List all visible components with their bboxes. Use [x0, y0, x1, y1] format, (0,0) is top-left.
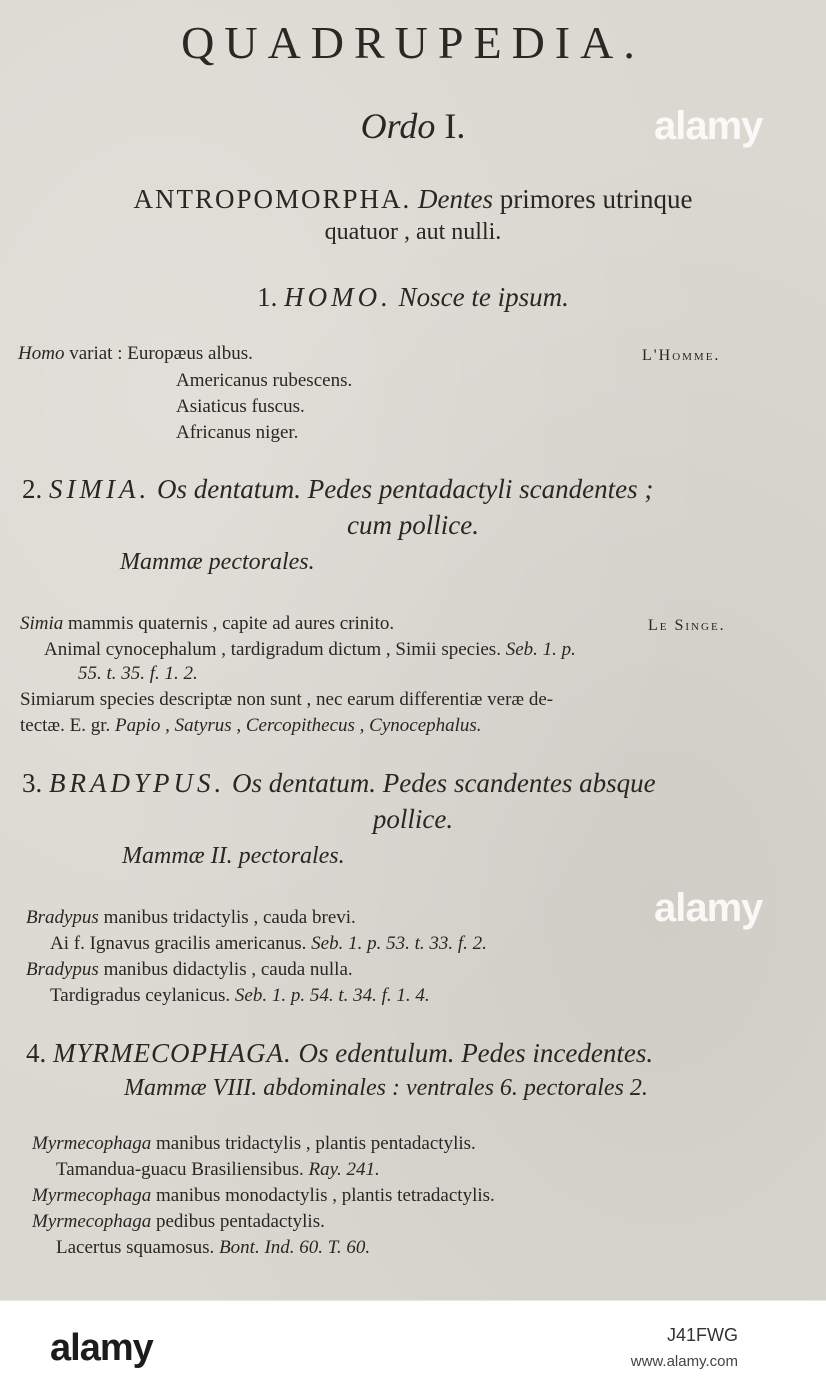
species-text: manibus tridactylis , plantis pentadactylis.	[156, 1133, 476, 1154]
species-line: Simiarum species descriptæ non sunt , nec earum differentiæ veræ de-	[20, 689, 554, 710]
order-desc-italic: Dentes	[418, 184, 494, 214]
species-line	[50, 934, 487, 953]
species-text: Ai f. Ignavus gracilis americanus.	[50, 933, 307, 954]
species-text: Lacertus squamosus.	[56, 1237, 215, 1258]
genus-name: MYRMECOPHAGA.	[53, 1038, 292, 1068]
genus-description-line2: cum pollice.	[347, 510, 479, 540]
species-line	[26, 908, 356, 927]
species-line	[32, 1186, 495, 1205]
genus-motto: Nosce te ipsum.	[398, 282, 569, 312]
footer-url: www.alamy.com	[630, 1353, 738, 1370]
mammae-note: Mammæ VIII. abdominales : ventrales 6. pectorales 2.	[124, 1075, 648, 1101]
reference: Seb. 1. p. 53. t. 33. f. 2.	[311, 933, 487, 954]
species-text: pedibus pentadactylis.	[156, 1211, 325, 1232]
species-text: tectæ. E. gr.	[20, 715, 111, 736]
species-text: mammis quaternis , capite ad aures crinito.	[68, 613, 395, 634]
species-text: manibus didactylis , cauda nulla.	[103, 959, 353, 980]
ordo-number: I.	[444, 106, 466, 146]
species-names: Papio , Satyrus , Cercopithecus , Cynocephalus.	[114, 715, 482, 736]
reference: Bont. Ind. 60. T. 60.	[219, 1237, 371, 1258]
watermark-logo: alamy	[654, 886, 763, 930]
genus-description-line2: pollice.	[372, 804, 454, 834]
footer-logo: alamy	[50, 1327, 153, 1369]
species-genus: Myrmecophaga	[32, 1211, 152, 1232]
genus-description: Os edentulum. Pedes incedentes.	[298, 1038, 654, 1068]
watermark-logo: alamy	[654, 104, 763, 148]
order-description	[0, 186, 826, 213]
species-line	[26, 960, 353, 979]
species-genus: Myrmecophaga	[32, 1133, 152, 1154]
species-genus: Homo	[18, 343, 65, 364]
reference: Ray. 241.	[308, 1159, 380, 1180]
genus-number: 1.	[257, 282, 278, 312]
species-line	[56, 1160, 380, 1179]
species-text: Tamandua-guacu Brasiliensibus.	[56, 1159, 304, 1180]
species-genus: Simia	[20, 613, 64, 634]
stock-footer	[0, 1300, 826, 1391]
vernacular-name: Le Singe.	[648, 617, 726, 634]
genus-description: Os dentatum. Pedes pentadactyli scandentes ;	[156, 474, 654, 504]
genus-name: BRADYPUS.	[49, 768, 226, 798]
species-text: manibus tridactylis , cauda brevi.	[103, 907, 356, 928]
genus-description: Os dentatum. Pedes scandentes absque	[231, 768, 656, 798]
species-line	[20, 614, 394, 633]
genus-heading-simia	[22, 476, 653, 503]
species-line	[32, 1212, 325, 1231]
image-id: J41FWG	[666, 1325, 738, 1345]
genus-name: SIMIA.	[49, 474, 151, 504]
mammae-note: Mammæ II. pectorales.	[122, 843, 345, 869]
species-line: Africanus niger.	[176, 422, 299, 443]
mammae-note: Mammæ pectorales.	[120, 549, 315, 575]
reference: Seb. 1. p. 54. t. 34. f. 1. 4.	[234, 985, 430, 1006]
species-text: variat : Europæus albus.	[69, 343, 253, 364]
species-line	[32, 1134, 476, 1153]
page-title: QUADRUPEDIA.	[181, 17, 645, 68]
ordo-label: Ordo	[360, 106, 436, 146]
species-text: Animal cynocephalum , tardigradum dictum , Simii species.	[44, 639, 501, 660]
species-line	[18, 344, 253, 363]
species-line: Americanus rubescens.	[176, 370, 353, 391]
genus-name: HOMO.	[284, 282, 392, 312]
genus-number: 4.	[26, 1038, 47, 1068]
species-line: Asiaticus fuscus.	[176, 396, 305, 417]
genus-heading-myrmecophaga	[26, 1040, 653, 1067]
genus-number: 2.	[22, 474, 43, 504]
order-name: ANTROPOMORPHA.	[133, 184, 412, 214]
species-text: manibus monodactylis , plantis tetradactylis.	[156, 1185, 495, 1206]
species-line	[20, 716, 482, 735]
genus-heading-homo	[0, 284, 826, 311]
species-line	[56, 1238, 370, 1257]
species-genus: Bradypus	[26, 907, 99, 928]
vernacular-name: L'Homme.	[642, 347, 721, 364]
species-line	[50, 986, 430, 1005]
species-text: Tardigradus ceylanicus.	[50, 985, 231, 1006]
genus-number: 3.	[22, 768, 43, 798]
species-genus: Bradypus	[26, 959, 99, 980]
genus-heading-bradypus	[22, 770, 656, 797]
order-desc-text: primores utrinque	[499, 184, 693, 214]
species-genus: Myrmecophaga	[32, 1185, 152, 1206]
reference: 55. t. 35. f. 1. 2.	[78, 663, 198, 684]
reference: Seb. 1. p.	[505, 639, 576, 660]
species-line	[44, 640, 576, 659]
order-description-line2: quatuor , aut nulli.	[324, 219, 502, 245]
